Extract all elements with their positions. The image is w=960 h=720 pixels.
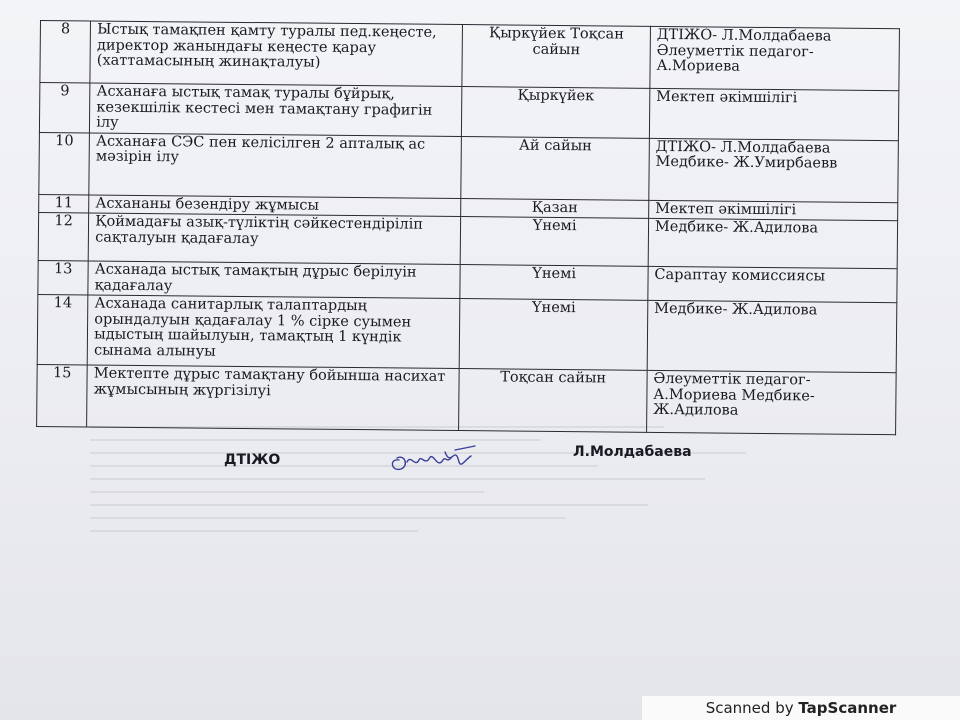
table-row (39, 83, 898, 141)
responsible-cell: Медбике- Ж.Адилова (648, 218, 898, 268)
task-cell: Ыстық тамақпен қамту туралы пед.кеңесте, директор жанындағы кеңесте қарау (хаттамасының жинақталуы) (90, 21, 463, 87)
responsible-cell: Әлеуметтік педагог- А.Мориева Медбике- Ж.Адилова (646, 370, 896, 434)
row-number: 15 (37, 364, 88, 426)
handwritten-signature (385, 438, 480, 480)
task-cell: Асханаға ыстық тамақ туралы бұйрық, кезекшілік кестесі мен тамақтану графигін ілу (90, 83, 463, 136)
watermark-prefix: Scanned by (705, 699, 799, 717)
row-number: 10 (39, 132, 90, 194)
signatory-name: Л.Молдабаева (573, 444, 692, 460)
task-cell: Асханаға СЭС пен келісілген 2 апталық ас мәзірін ілу (89, 132, 462, 198)
responsible-cell: ДТІЖО- Л.Молдабаева Медбике- Ж.Умирбаевв (649, 138, 899, 202)
task-cell: Асхананы безендіру жұмысы (89, 194, 461, 216)
deadline-cell: Үнемі (460, 265, 648, 301)
task-cell: Мектепте дұрыс тамақтану бойынша насихат жұмысының жүргізілуі (87, 365, 460, 431)
deadline-cell: Қыркүйек (462, 87, 650, 138)
deadline-cell: Қыркүйек Тоқсан сайын (462, 25, 650, 89)
table-row (40, 21, 900, 91)
table-row (39, 132, 899, 202)
deadline-cell: Үнемі (459, 299, 647, 371)
responsible-cell: Мектеп әкімшілігі (649, 88, 899, 140)
table-row (37, 294, 897, 372)
responsible-cell: Сараптау комиссиясы (648, 266, 897, 302)
deadline-cell: Үнемі (460, 217, 648, 267)
responsible-cell: ДТІЖО- Л.Молдабаева Әлеуметтік педагог- А.Мориева (650, 26, 900, 90)
deadline-cell: Ай сайын (461, 136, 649, 200)
row-number: 12 (38, 212, 89, 260)
table-row (38, 212, 897, 268)
responsible-cell: Медбике- Ж.Адилова (647, 300, 897, 372)
signatory-title: ДТІЖО (224, 452, 281, 468)
row-number: 13 (38, 260, 89, 294)
signature-block (0, 440, 960, 480)
deadline-cell: Қазан (461, 198, 649, 218)
responsible-cell: Мектеп әкімшілігі (649, 200, 898, 221)
row-number: 9 (39, 83, 90, 133)
watermark-brand: TapScanner (798, 699, 897, 717)
task-cell: Қоймадағы азық-түліктің сәйкестендіріліп сақталуын қадағалау (88, 213, 461, 265)
row-number: 14 (37, 294, 88, 364)
table-row (37, 364, 897, 434)
task-cell: Асханада санитарлық талаптардың орындалуын қадағалау 1 % сірке суымен ыдыстың шайылуын, тамақтың 1 күндік сынама алынуы (87, 295, 460, 369)
row-number: 8 (40, 21, 91, 83)
task-cell: Асханада ыстық тамақтың дұрыс берілуін қадағалау (88, 261, 460, 299)
scanner-watermark (642, 696, 960, 720)
row-number: 11 (39, 194, 89, 213)
activity-plan-table (36, 20, 900, 435)
deadline-cell: Тоқсан сайын (459, 369, 647, 433)
